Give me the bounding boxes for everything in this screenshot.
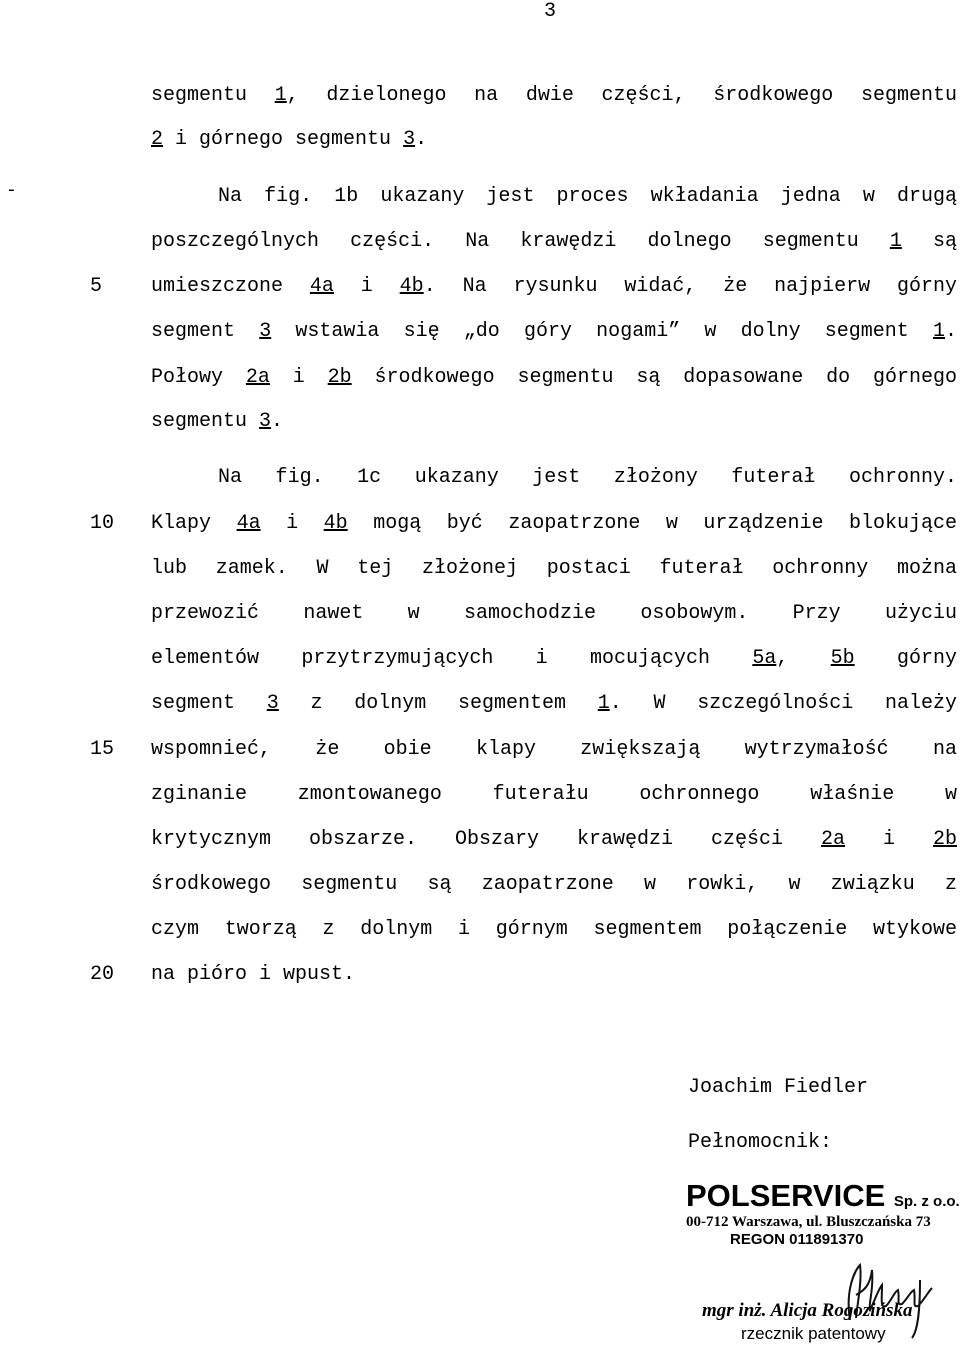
text: . xyxy=(415,128,428,151)
text-line xyxy=(151,320,957,344)
text: Na fig. 1b ukazany jest proces wkładania jedna w drugą xyxy=(218,185,957,208)
text: . W szczególności należy xyxy=(609,692,957,715)
stamp-company xyxy=(686,1178,960,1214)
text: poszczególnych części. Na krawędzi dolnego segmentu xyxy=(151,230,890,253)
text: z dolnym segmentem xyxy=(278,692,598,715)
text: mogą być zaopatrzone w urządzenie blokujące xyxy=(347,512,958,535)
text-line xyxy=(151,828,957,852)
text: środkowego segmentu są zaopatrzone w rowki, w związku z xyxy=(151,873,957,896)
line-number-20: 20 xyxy=(90,963,115,986)
reference-numeral: 4b xyxy=(399,275,424,298)
text-line xyxy=(151,128,957,152)
signatory-name: mgr inż. Alicja Rogozińska xyxy=(702,1300,913,1321)
reference-numeral: 1 xyxy=(597,692,610,715)
text: i xyxy=(269,366,328,389)
text: Połowy xyxy=(151,366,246,389)
reference-numeral: 2 xyxy=(151,128,164,151)
text-line xyxy=(151,873,957,897)
text-line xyxy=(151,602,957,626)
text: . Na rysunku widać, że najpierw górny xyxy=(423,275,957,298)
text: i xyxy=(845,828,933,851)
line-number-10: 10 xyxy=(90,512,115,535)
reference-numeral: 3 xyxy=(259,320,272,343)
reference-numeral: 2b xyxy=(932,828,957,851)
text: elementów przytrzymujących i mocujących xyxy=(151,647,753,670)
signatory-title: rzecznik patentowy xyxy=(741,1324,886,1343)
text: . xyxy=(944,320,957,343)
line-number-5: 5 xyxy=(90,275,103,298)
text: na pióro i wpust. xyxy=(151,963,356,986)
reference-numeral: 2a xyxy=(245,366,270,389)
text-line xyxy=(151,918,957,942)
reference-numeral: 5b xyxy=(830,647,855,670)
reference-numeral: 4a xyxy=(236,512,261,535)
text-line xyxy=(151,275,957,299)
reference-numeral: 3 xyxy=(259,410,272,433)
reference-numeral: 1 xyxy=(274,84,287,107)
text-line xyxy=(151,647,957,671)
margin-mark: - xyxy=(6,181,17,201)
text: zginanie zmontowanego futerału ochronnego właśnie w xyxy=(151,783,957,806)
text: i xyxy=(333,275,400,298)
text: segment xyxy=(151,692,267,715)
page-number: 3 xyxy=(544,0,557,23)
reference-numeral: 1 xyxy=(932,320,945,343)
text: środkowego segmentu są dopasowane do górnego xyxy=(351,366,957,389)
stamp-regon: REGON 011891370 xyxy=(730,1231,864,1248)
text-line xyxy=(151,692,957,716)
text: umieszczone xyxy=(151,275,310,298)
text: , dzielonego na dwie części, środkowego segmentu xyxy=(286,84,957,107)
text: Klapy xyxy=(151,512,237,535)
text: lub zamek. W tej złożonej postaci futerał ochronny można xyxy=(151,557,957,580)
text-line xyxy=(151,366,957,390)
text-line xyxy=(151,512,957,536)
text-line xyxy=(218,185,957,209)
text: wspomnieć, że obie klapy zwiększają wytrzymałość na xyxy=(151,738,957,761)
reference-numeral: 2a xyxy=(821,828,846,851)
text: górny xyxy=(854,647,958,670)
text-line xyxy=(151,783,957,807)
reference-numeral: 5a xyxy=(752,647,777,670)
text-line xyxy=(151,230,957,254)
text: czym tworzą z dolnym i górnym segmentem połączenie wtykowe xyxy=(151,918,957,941)
text: i xyxy=(260,512,324,535)
text: segment xyxy=(151,320,260,343)
text-line xyxy=(151,738,957,762)
text: segmentu xyxy=(151,84,275,107)
text: i górnego segmentu xyxy=(163,128,404,151)
reference-numeral: 4b xyxy=(323,512,348,535)
text-line xyxy=(151,963,957,987)
stamp-company-name: POLSERVICE xyxy=(686,1178,886,1213)
reference-numeral: 3 xyxy=(266,692,279,715)
text: , xyxy=(776,647,831,670)
text: wstawia się „do góry nogami” w dolny segment xyxy=(271,320,933,343)
reference-numeral: 3 xyxy=(403,128,416,151)
text-line xyxy=(151,410,957,434)
text: są xyxy=(901,230,957,253)
text-line xyxy=(151,557,957,581)
text: . xyxy=(271,410,284,433)
text-line xyxy=(151,84,957,108)
reference-numeral: 4a xyxy=(309,275,334,298)
stamp-address: 00-712 Warszawa, ul. Bluszczańska 73 xyxy=(686,1214,931,1230)
line-number-15: 15 xyxy=(90,738,115,761)
text: Na fig. 1c ukazany jest złożony futerał ochronny. xyxy=(218,466,957,489)
attorney-name: Joachim Fiedler xyxy=(688,1076,869,1099)
attorney-role: Pełnomocnik: xyxy=(688,1131,833,1154)
text: przewozić nawet w samochodzie osobowym. Przy użyciu xyxy=(151,602,957,625)
text: segmentu xyxy=(151,410,260,433)
text: krytycznym obszarze. Obszary krawędzi części xyxy=(151,828,821,851)
reference-numeral: 2b xyxy=(327,366,352,389)
reference-numeral: 1 xyxy=(889,230,902,253)
stamp-company-suffix: Sp. z o.o. xyxy=(893,1193,960,1210)
text-line xyxy=(218,466,957,490)
